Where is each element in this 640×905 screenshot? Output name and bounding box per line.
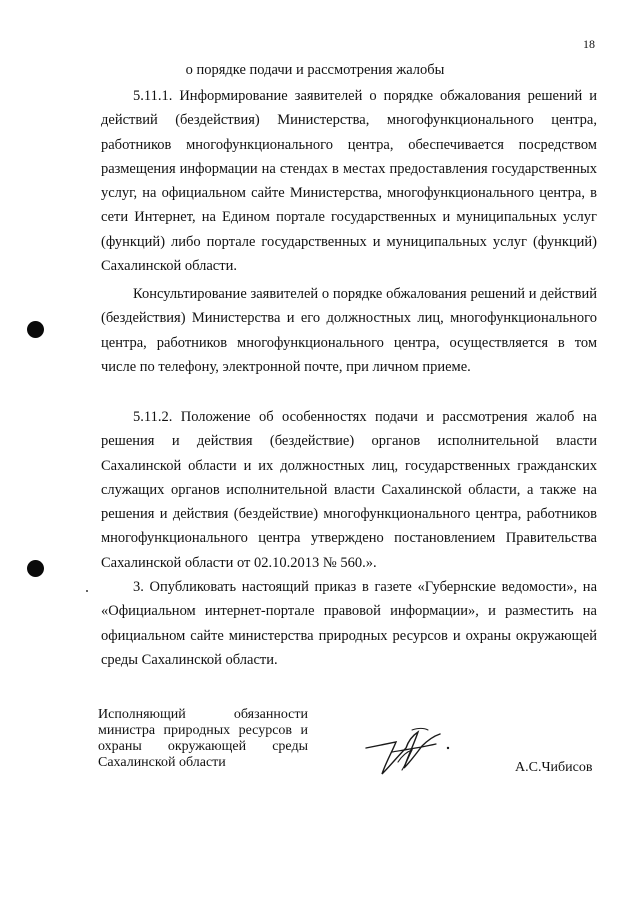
- paragraph-5-11-2: [101, 405, 597, 575]
- position-line: Сахалинской области: [98, 755, 226, 770]
- punch-hole-bottom: [27, 560, 44, 577]
- punch-hole-top: [27, 321, 44, 338]
- signer-name: А.С.Чибисов: [515, 760, 593, 775]
- paragraph-publication: [101, 575, 597, 672]
- position-line: министра природных ресурсов и: [98, 723, 308, 738]
- paragraph-text: 5.11.1. Информирование заявителей о порядке обжалования решений и действий (бездействия) Министерства, многофункционального центра, работников многофункционального центра, обеспечивается посредством размещения информации на стендах в местах предоставления государственных услуг, на официальном сайте Министерства, многофункционального центра, в сети Интернет, на Едином портале государственных и муниципальных услуг (функций) либо портале государственных и муниципальных услуг (функций) Сахалинской области.: [101, 88, 597, 275]
- signatory-position: [98, 707, 308, 771]
- paragraph-text: Консультирование заявителей о порядке обжалования решений и действий (бездействия) Министерства и его должностных лиц, многофункционального центра, работников многофункционального центра, осуществляется в том числе по телефону, электронной почте, при личном приеме.: [101, 286, 597, 375]
- section-heading: о порядке подачи и рассмотрения жалобы: [185, 62, 445, 78]
- paragraph-5-11-1: [101, 84, 597, 278]
- position-line: Исполняющий обязанности: [98, 707, 308, 722]
- page-number: 18: [583, 37, 595, 51]
- scan-speck: [86, 590, 88, 592]
- position-line: охраны окружающей среды: [98, 739, 308, 754]
- paragraph-text: 5.11.2. Положение об особенностях подачи и рассмотрения жалоб на решения и действия (бездействие) органов исполнительной власти Сахалинской области и их должностных лиц, государственных гражданских служащих органов исполнительной власти Сахалинской области, а также на решения и действия (бездействие) многофункционального центра, работников многофункционального центра утверждено постановлением Правительства Сахалинской области от 02.10.2013 № 560.».: [101, 409, 597, 571]
- paragraph-text: 3. Опубликовать настоящий приказ в газете «Губернские ведомости», на «Официальном интернет-портале правовой информации», и разместить на официальном сайте министерства природных ресурсов и охраны окружающей среды Сахалинской области.: [101, 579, 597, 668]
- paragraph-consultation: [101, 282, 597, 379]
- handwritten-signature: [362, 722, 452, 780]
